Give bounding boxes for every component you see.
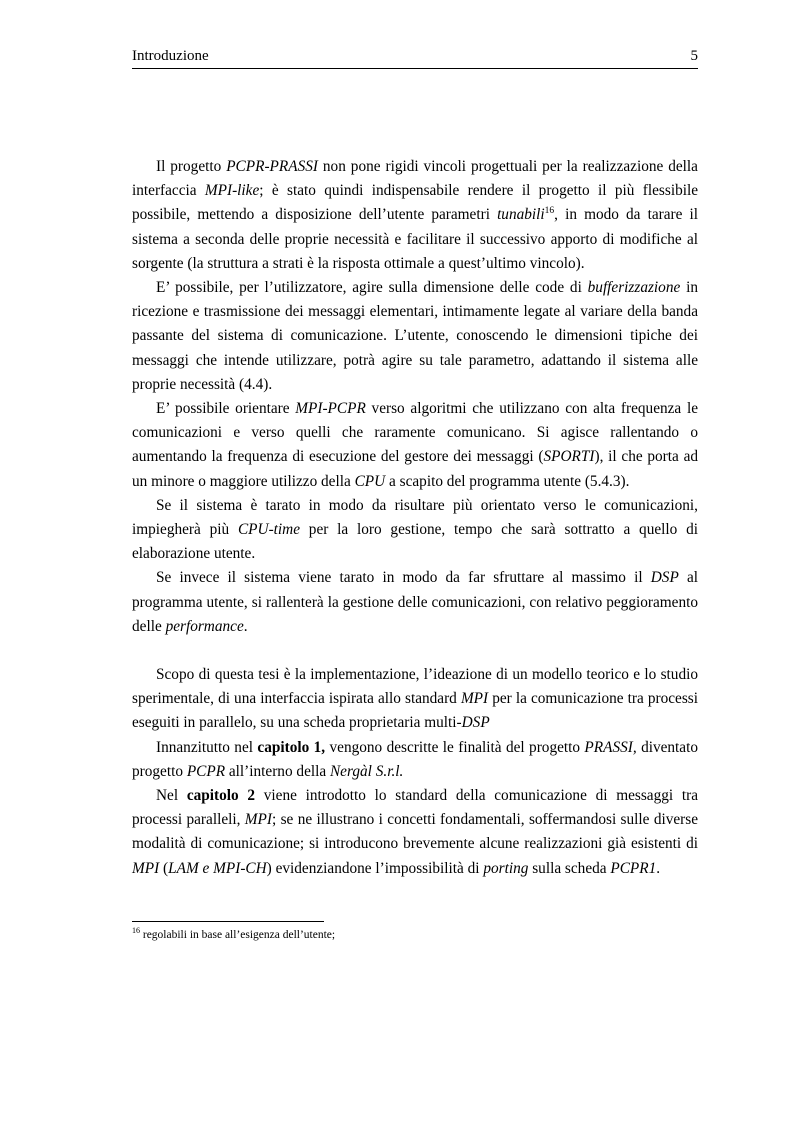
footnote-text: regolabili in base all’esigenza dell’utente; [140,929,336,941]
paragraph-7: Innanzitutto nel capitolo 1, vengono descritte le finalità del progetto PRASSI, diventato progetto PCPR all’interno della Nergàl S.r.l. [132,738,698,780]
footnote-number: 16 [132,926,140,936]
paragraph-1: Il progetto PCPR-PRASSI non pone rigidi vincoli progettuali per la realizzazione della interfaccia MPI-like; è stato quindi indispensabile rendere il progetto il più flessibile possibile, mettendo a disposizione dell’utente parametri tunabili$^{16}$, in modo da tarare il sistema a seconda delle proprie necessità e facilitare il successivo apporto di modifiche al sorgente (la struttura a strati è la risposta ottimale a quest’ultimo vincolo). [132,158,699,272]
running-header [132,48,698,69]
footnote-separator [132,921,324,922]
body-text [132,155,698,881]
footnote [132,928,335,943]
footnote-ref: 16 [544,206,555,217]
paragraph-5: Se invece il sistema viene tarato in modo da far sfruttare al massimo il DSP al programma utente, si rallenterà la gestione delle comunicazioni, con relativo peggioramento delle performance. [132,569,698,635]
paragraph-3: E’ possibile orientare MPI-PCPR verso algoritmi che utilizzano con alta frequenza le comunicazioni e verso quelli che raramente comunicano. Si agisce rallentando o aumentando la frequenza di esecuzione del gestore dei messaggi (SPORTI), il che porta ad un minore o maggiore utilizzo della CPU a scapito del programma utente (5.4.3). [132,400,699,490]
page-number: 5 [690,48,698,64]
header-title: Introduzione [132,48,209,64]
paragraph-4: Se il sistema è tarato in modo da risultare più orientato verso le comunicazioni, impiegherà più CPU-time per la loro gestione, tempo che sarà sottratto a quello di elaborazione utente. [132,496,698,563]
paragraph-8: Nel capitolo 2 viene introdotto lo standard della comunicazione di messaggi tra processi paralleli, MPI; se ne illustrano i concetti fondamentali, soffermandosi sulle diverse modalità di comunicazione; si introducono brevemente alcune realizzazioni già esistenti di MPI (LAM e MPI-CH) evidenziandone l’impossibilità di porting sulla scheda PCPR1. [132,787,698,877]
paragraph-2: E’ possibile, per l’utilizzatore, agire sulla dimensione delle code di bufferizzazione in ricezione e trasmissione dei messaggi elementari, intimamente legate al variare della banda passante del sistema di comunicazione. L’utente, conoscendo le dimensioni tipiche dei messaggi che intende utilizzare, potrà agire su tale parametro, adattando il sistema alle proprie necessità (4.4). [132,279,698,393]
paragraph-6: Scopo di questa tesi è la implementazione, l’ideazione di un modello teorico e lo studio sperimentale, di una interfaccia ispirata allo standard MPI per la comunicazione tra processi eseguiti in parallelo, su una scheda proprietaria multi-DSP [132,666,699,732]
